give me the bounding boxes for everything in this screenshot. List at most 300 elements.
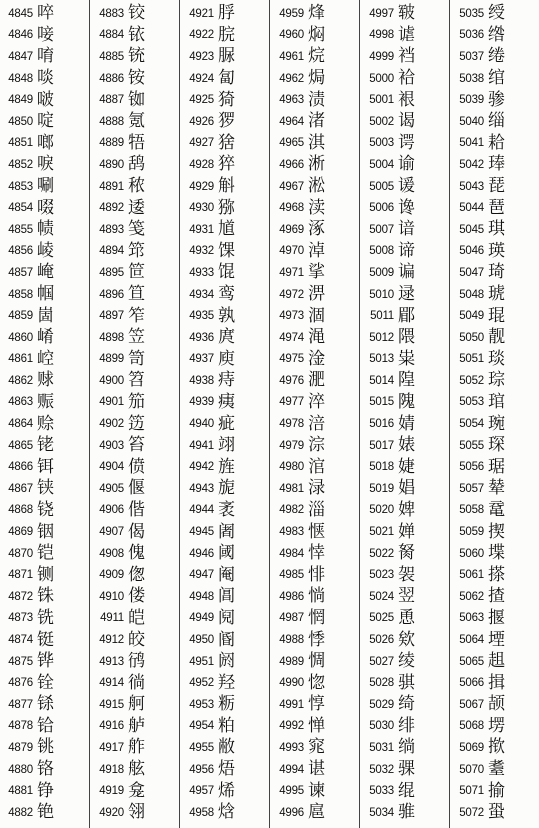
entry-number: 4920 [99, 806, 124, 819]
entry-character: 徜 [128, 672, 145, 693]
entry-character: 琪 [488, 219, 505, 240]
entry-number: 5018 [369, 461, 394, 474]
entry-number: 4976 [279, 374, 304, 387]
entry-number: 4896 [99, 288, 124, 301]
entry-character: 偃 [128, 478, 145, 499]
table-row [451, 478, 539, 500]
entry-number: 4873 [8, 612, 33, 625]
entry-character: 娼 [398, 478, 415, 499]
table-row [451, 780, 539, 802]
table-row [451, 154, 539, 176]
entry-number: 4902 [99, 418, 124, 431]
entry-character: 啐 [37, 3, 54, 24]
entry-character: 淬 [308, 391, 325, 412]
entry-number: 4854 [8, 202, 33, 215]
entry-character: 揖 [488, 672, 505, 693]
table-row [451, 413, 539, 435]
table-row [451, 111, 539, 133]
entry-number: 5005 [369, 180, 394, 193]
entry-character: 隗 [398, 391, 415, 412]
entry-number: 5045 [459, 223, 484, 236]
entry-character: 琬 [488, 413, 505, 434]
entry-number: 5006 [369, 202, 394, 215]
table-row [361, 176, 449, 198]
entry-number: 4893 [99, 223, 124, 236]
entry-number: 4860 [8, 331, 33, 344]
entry-number: 4928 [189, 158, 214, 171]
entry-character: 堙 [488, 629, 505, 650]
entry-character: 渍 [308, 89, 325, 110]
table-row [181, 500, 269, 522]
table-row [0, 564, 88, 586]
entry-number: 4857 [8, 266, 33, 279]
table-row [181, 305, 269, 327]
table-row [181, 349, 269, 371]
entry-number: 5010 [369, 288, 394, 301]
entry-character: 笳 [128, 391, 145, 412]
table-row [451, 521, 539, 543]
entry-character: 琯 [488, 391, 505, 412]
entry-number: 4975 [279, 353, 304, 366]
table-row [91, 392, 179, 414]
table-row [0, 262, 88, 284]
entry-number: 4987 [279, 612, 304, 625]
table-row [181, 154, 269, 176]
entry-character: 琥 [488, 284, 505, 305]
entry-number: 5059 [459, 526, 484, 539]
entry-number: 4970 [279, 245, 304, 258]
table-row [181, 111, 269, 133]
entry-character: 揳 [488, 521, 505, 542]
table-row [451, 716, 539, 738]
entry-character: 挲 [308, 262, 325, 283]
table-row [181, 262, 269, 284]
entry-character: 渑 [308, 327, 325, 348]
table-row [361, 392, 449, 414]
table-row [91, 241, 179, 263]
entry-number: 5058 [459, 504, 484, 517]
entry-number: 5065 [459, 655, 484, 668]
entry-character: 偻 [128, 586, 145, 607]
table-row [91, 780, 179, 802]
entry-number: 4993 [279, 741, 304, 754]
table-row [181, 219, 269, 241]
table-row [271, 262, 359, 284]
table-row [361, 68, 449, 90]
table-row [271, 780, 359, 802]
entry-number: 5056 [459, 461, 484, 474]
entry-character: 阋 [218, 607, 235, 628]
entry-number: 4881 [8, 785, 33, 798]
table-row [361, 349, 449, 371]
entry-number: 4846 [8, 29, 33, 42]
table-row [181, 521, 269, 543]
entry-number: 4863 [8, 396, 33, 409]
entry-character: 笪 [128, 284, 145, 305]
table-row [0, 478, 88, 500]
entry-character: 赊 [37, 413, 54, 434]
entry-character: 铗 [37, 478, 54, 499]
entry-character: 淙 [308, 435, 325, 456]
entry-character: 崚 [37, 240, 54, 261]
entry-character: 谑 [398, 24, 415, 45]
entry-number: 4878 [8, 720, 33, 733]
table-row [451, 435, 539, 457]
entry-number: 4948 [189, 590, 214, 603]
table-row [91, 759, 179, 781]
entry-character: 崦 [37, 262, 54, 283]
table-row [451, 241, 539, 263]
entry-number: 4929 [189, 180, 214, 193]
entry-number: 5032 [369, 763, 394, 776]
entry-number: 4942 [189, 461, 214, 474]
entry-number: 4974 [279, 331, 304, 344]
entry-character: 袷 [398, 68, 415, 89]
table-row [361, 694, 449, 716]
entry-number: 4932 [189, 245, 214, 258]
entry-number: 5007 [369, 223, 394, 236]
entry-character: 铪 [37, 715, 54, 736]
entry-character: 龛 [128, 780, 145, 801]
table-row [0, 370, 88, 392]
entry-character: 绮 [398, 694, 415, 715]
entry-number: 5038 [459, 72, 484, 85]
entry-number: 4913 [99, 655, 124, 668]
entry-number: 5039 [459, 94, 484, 107]
entry-number: 4946 [189, 547, 214, 560]
table-row [0, 737, 88, 759]
table-row [451, 802, 539, 824]
table-row [271, 284, 359, 306]
entry-character: 焓 [218, 802, 235, 823]
entry-number: 4885 [99, 50, 124, 63]
table-column [0, 3, 88, 827]
entry-character: 淖 [308, 240, 325, 261]
table-row [91, 197, 179, 219]
entry-number: 4937 [189, 353, 214, 366]
entry-character: 胬 [398, 543, 415, 564]
entry-character: 绯 [398, 715, 415, 736]
entry-character: 淠 [308, 284, 325, 305]
table-row [0, 651, 88, 673]
entry-number: 4982 [279, 504, 304, 517]
entry-character: 偕 [128, 499, 145, 520]
entry-number: 4898 [99, 331, 124, 344]
entry-number: 4964 [279, 115, 304, 128]
table-row [271, 694, 359, 716]
table-row [361, 716, 449, 738]
table-row [451, 759, 539, 781]
table-row [91, 46, 179, 68]
entry-number: 5026 [369, 634, 394, 647]
entry-character: 袈 [398, 564, 415, 585]
entry-character: 逯 [398, 284, 415, 305]
entry-number: 4950 [189, 634, 214, 647]
entry-character: 偬 [128, 564, 145, 585]
table-row [181, 802, 269, 824]
table-row [361, 543, 449, 565]
table-row [91, 413, 179, 435]
entry-number: 4944 [189, 504, 214, 517]
table-row [271, 456, 359, 478]
table-row [0, 349, 88, 371]
entry-number: 5050 [459, 331, 484, 344]
entry-character: 琚 [488, 456, 505, 477]
table-row [0, 3, 88, 25]
entry-character: 铫 [37, 737, 54, 758]
entry-character: 牾 [128, 132, 145, 153]
table-row [271, 521, 359, 543]
entry-character: 皎 [128, 629, 145, 650]
table-row [271, 672, 359, 694]
entry-character: 隍 [398, 370, 415, 391]
entry-character: 淦 [308, 348, 325, 369]
table-row [361, 370, 449, 392]
entry-number: 4891 [99, 180, 124, 193]
table-row [91, 176, 179, 198]
table-row [271, 219, 359, 241]
table-row [451, 133, 539, 155]
table-row [181, 564, 269, 586]
table-row [91, 802, 179, 824]
table-row [181, 327, 269, 349]
table-row [271, 586, 359, 608]
entry-number: 5000 [369, 72, 394, 85]
entry-number: 4962 [279, 72, 304, 85]
table-row [271, 327, 359, 349]
table-row [181, 25, 269, 47]
table-row [181, 413, 269, 435]
column-divider [269, 0, 270, 828]
table-row [91, 327, 179, 349]
table-row [181, 672, 269, 694]
entry-character: 辇 [488, 478, 505, 499]
entry-character: 啜 [37, 197, 54, 218]
entry-number: 5013 [369, 353, 394, 366]
entry-number: 4909 [99, 569, 124, 582]
entry-character: 堞 [488, 543, 505, 564]
entry-character: 铤 [37, 629, 54, 650]
entry-character: 骓 [398, 802, 415, 823]
entry-character: 笮 [128, 305, 145, 326]
entry-character: 鸾 [218, 284, 235, 305]
entry-character: 铟 [37, 521, 54, 542]
entry-character: 谗 [398, 197, 415, 218]
entry-character: 焗 [308, 68, 325, 89]
entry-character: 惆 [308, 651, 325, 672]
entry-number: 4914 [99, 677, 124, 690]
entry-number: 4936 [189, 331, 214, 344]
entry-number: 4923 [189, 50, 214, 63]
table-row [0, 802, 88, 824]
entry-number: 4864 [8, 418, 33, 431]
table-row [361, 241, 449, 263]
entry-character: 悱 [308, 564, 325, 585]
entry-number: 4980 [279, 461, 304, 474]
entry-number: 5053 [459, 396, 484, 409]
entry-character: 绱 [398, 737, 415, 758]
entry-number: 4994 [279, 763, 304, 776]
entry-character: 烽 [308, 3, 325, 24]
table-row [181, 435, 269, 457]
table-row [181, 176, 269, 198]
entry-character: 谙 [398, 219, 415, 240]
entry-character: 舴 [128, 737, 145, 758]
table-row [0, 629, 88, 651]
entry-number: 4879 [8, 741, 33, 754]
entry-number: 4935 [189, 310, 214, 323]
entry-number: 4996 [279, 806, 304, 819]
entry-character: 谛 [398, 240, 415, 261]
entry-number: 4897 [99, 310, 124, 323]
entry-character: 瑛 [488, 240, 505, 261]
entry-number: 4952 [189, 677, 214, 690]
entry-character: 铙 [37, 499, 54, 520]
entry-number: 5047 [459, 266, 484, 279]
entry-character: 惘 [308, 607, 325, 628]
table-row [181, 133, 269, 155]
table-row [91, 629, 179, 651]
entry-number: 4889 [99, 137, 124, 150]
table-row [361, 197, 449, 219]
entry-number: 5011 [370, 310, 394, 323]
table-row [181, 651, 269, 673]
entry-character: 涪 [308, 413, 325, 434]
entry-character: 翌 [398, 586, 415, 607]
entry-number: 5049 [459, 310, 484, 323]
table-row [91, 716, 179, 738]
table-row [91, 111, 179, 133]
table-row [91, 500, 179, 522]
table-column [361, 3, 449, 827]
entry-number: 4884 [99, 29, 124, 42]
entry-character: 谖 [398, 176, 415, 197]
entry-number: 5055 [459, 439, 484, 452]
table-row [0, 46, 88, 68]
table-row [451, 456, 539, 478]
entry-number: 4986 [279, 590, 304, 603]
table-column [271, 3, 359, 827]
table-row [0, 500, 88, 522]
entry-number: 4958 [189, 806, 214, 819]
table-row [451, 564, 539, 586]
entry-character: 颉 [488, 694, 505, 715]
entry-number: 5009 [369, 266, 394, 279]
table-row [361, 564, 449, 586]
table-row [0, 435, 88, 457]
entry-number: 5012 [369, 331, 394, 344]
entry-number: 4989 [279, 655, 304, 668]
entry-character: 阉 [218, 564, 235, 585]
table-row [271, 349, 359, 371]
entry-character: 逶 [128, 197, 145, 218]
table-row [181, 3, 269, 25]
entry-number: 4915 [99, 698, 124, 711]
table-row [0, 197, 88, 219]
table-row [271, 435, 359, 457]
entry-number: 4960 [279, 29, 304, 42]
table-row [91, 651, 179, 673]
table-row [271, 392, 359, 414]
entry-number: 4983 [279, 526, 304, 539]
entry-number: 4904 [99, 461, 124, 474]
table-row [361, 262, 449, 284]
entry-number: 4848 [8, 72, 33, 85]
table-row [0, 694, 88, 716]
entry-number: 5020 [369, 504, 394, 517]
entry-number: 4945 [189, 526, 214, 539]
entry-number: 4925 [189, 94, 214, 107]
entry-number: 4924 [189, 72, 214, 85]
entry-character: 啖 [37, 68, 54, 89]
table-row [181, 89, 269, 111]
entry-character: 婵 [398, 521, 415, 542]
table-row [271, 564, 359, 586]
entry-number: 5035 [459, 7, 484, 20]
table-row [0, 154, 88, 176]
entry-number: 5001 [369, 94, 394, 107]
entry-number: 4971 [279, 266, 304, 279]
entry-number: 4918 [99, 763, 124, 776]
entry-number: 4985 [279, 569, 304, 582]
table-row [181, 780, 269, 802]
entry-character: 猞 [218, 132, 235, 153]
entry-number: 5068 [459, 720, 484, 733]
entry-character: 骒 [398, 759, 415, 780]
entry-character: 袤 [218, 499, 235, 520]
entry-character: 粜 [398, 348, 415, 369]
entry-number: 4877 [8, 698, 33, 711]
entry-number: 5071 [459, 785, 484, 798]
table-row [91, 370, 179, 392]
entry-number: 4858 [8, 288, 33, 301]
entry-number: 5019 [369, 482, 394, 495]
table-row [361, 802, 449, 824]
table-row [271, 759, 359, 781]
column-divider [449, 0, 450, 828]
table-row [181, 608, 269, 630]
table-row [91, 89, 179, 111]
table-row [271, 133, 359, 155]
table-row [0, 111, 88, 133]
table-row [0, 176, 88, 198]
entry-character: 笥 [128, 348, 145, 369]
table-row [181, 586, 269, 608]
entry-number: 4921 [189, 7, 214, 20]
entry-number: 4882 [8, 806, 33, 819]
entry-number: 4908 [99, 547, 124, 560]
entry-character: 惮 [308, 715, 325, 736]
entry-number: 4861 [8, 353, 33, 366]
table-row [451, 586, 539, 608]
table-row [451, 651, 539, 673]
table-row [271, 197, 359, 219]
entry-character: 裆 [398, 46, 415, 67]
entry-number: 5034 [369, 806, 394, 819]
entry-character: 赈 [37, 391, 54, 412]
entry-number: 5060 [459, 547, 484, 560]
table-row [361, 284, 449, 306]
entry-number: 4997 [369, 7, 394, 20]
table-row [271, 154, 359, 176]
entry-character: 渚 [308, 111, 325, 132]
table-row [181, 284, 269, 306]
table-row [91, 564, 179, 586]
entry-number: 5030 [369, 720, 394, 733]
entry-character: 崆 [37, 348, 54, 369]
entry-number: 4916 [99, 720, 124, 733]
table-row [181, 68, 269, 90]
